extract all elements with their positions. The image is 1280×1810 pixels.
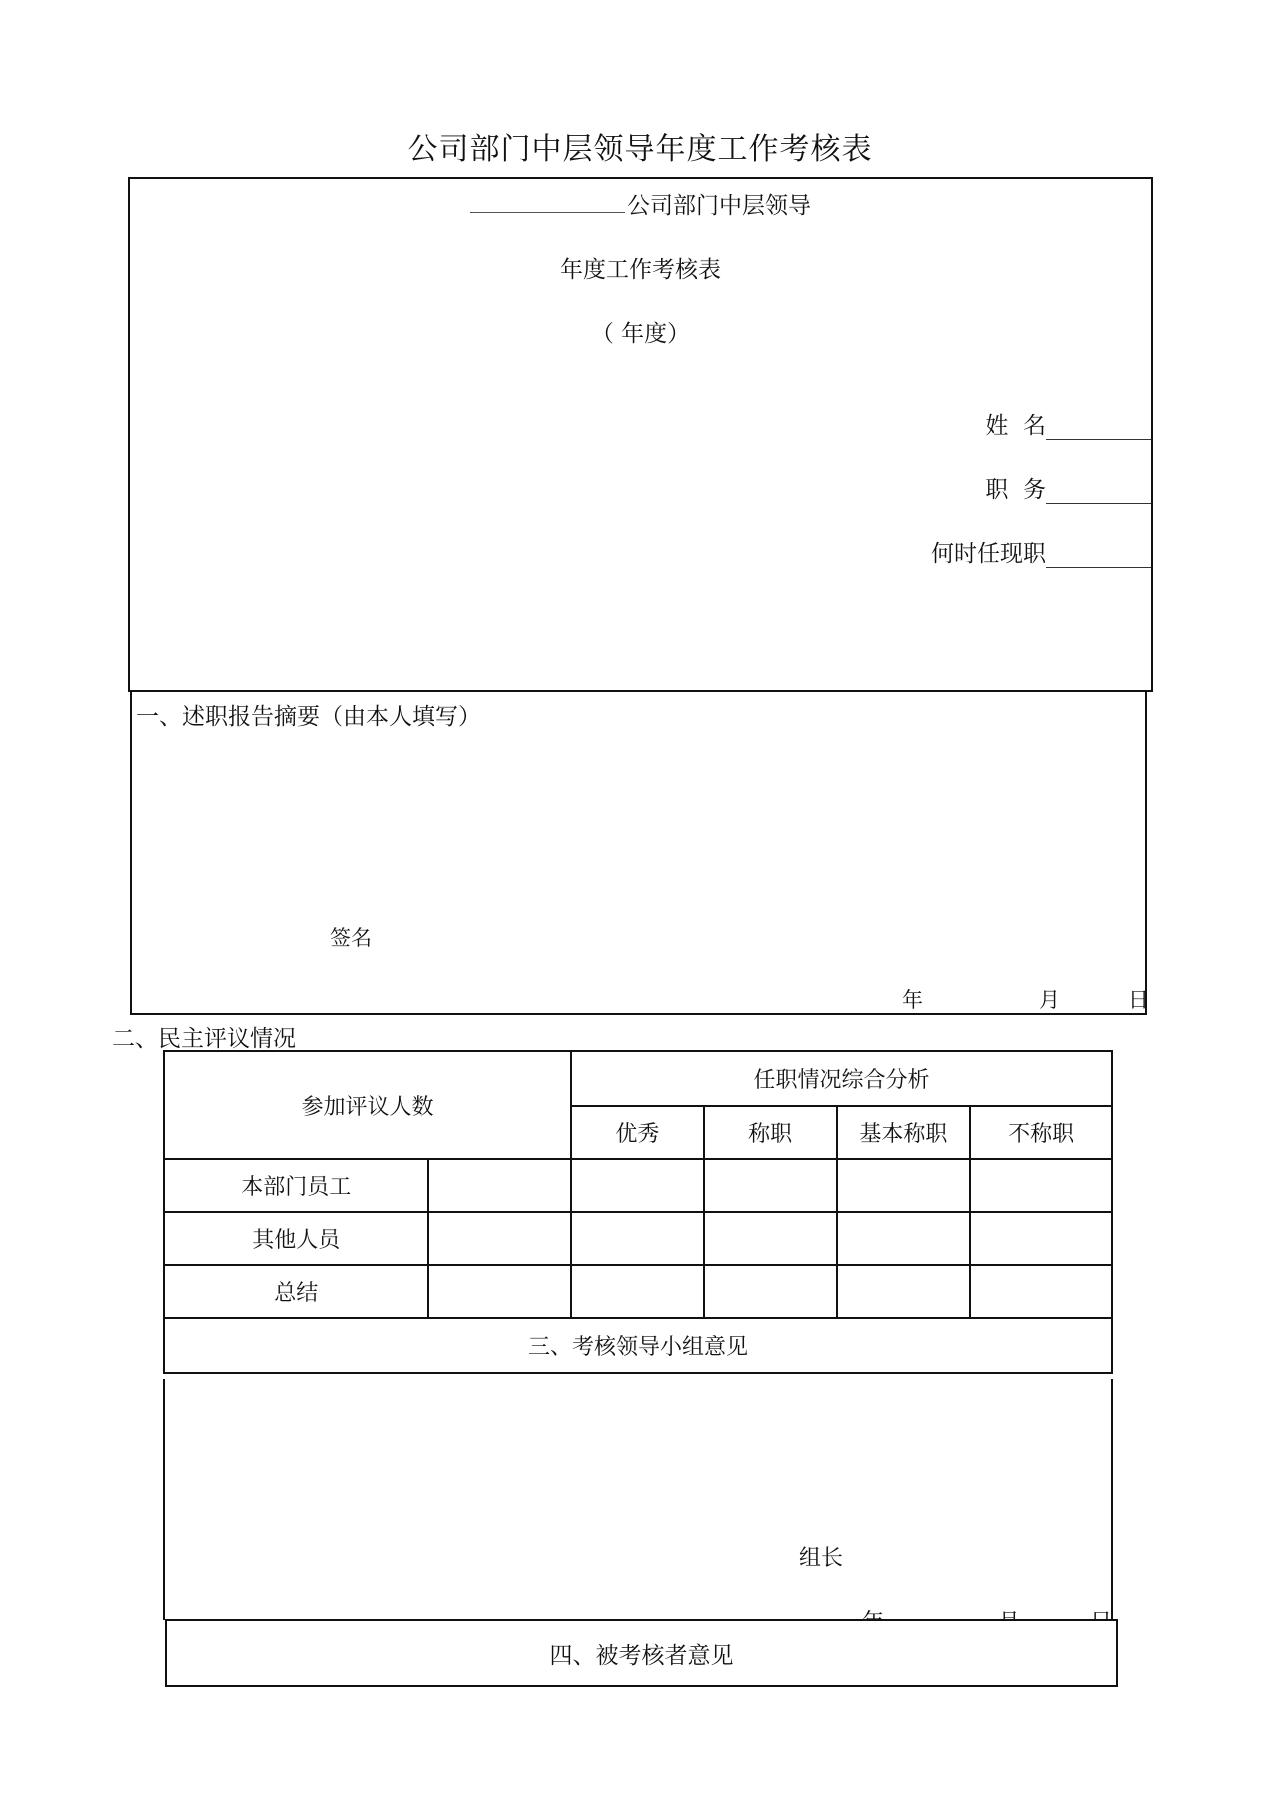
name-label: 姓 名: [985, 413, 1046, 439]
cover-subtitle: 年度工作考核表: [560, 257, 721, 283]
company-name-blank[interactable]: [470, 190, 625, 213]
leadership-opinion-body[interactable]: [163, 1379, 1113, 1620]
leadership-opinion-title: 三、考核领导小组意见: [164, 1318, 1112, 1373]
group-leader-label: 组长: [799, 1546, 844, 1571]
name-input[interactable]: [1046, 415, 1151, 440]
appraisee-opinion-section: [165, 1619, 1118, 1687]
tenure-label: 何时任现职: [931, 541, 1046, 567]
appraisee-opinion-title: 四、被考核者意见: [549, 1642, 734, 1669]
incompetent-cell[interactable]: [970, 1212, 1112, 1265]
democratic-review-title: 二、民主评议情况: [112, 1026, 296, 1052]
count-cell[interactable]: [428, 1159, 571, 1212]
date-day: 日: [1128, 988, 1149, 1012]
count-cell[interactable]: [428, 1265, 571, 1318]
cover-line1-text: 公司部门中层领导: [627, 193, 811, 219]
excellent-cell[interactable]: [571, 1265, 704, 1318]
table-row: [164, 1212, 1112, 1265]
tenure-input[interactable]: [1046, 543, 1151, 568]
incompetent-cell[interactable]: [970, 1265, 1112, 1318]
date-month: 月: [1039, 988, 1060, 1012]
position-label: 职 务: [985, 477, 1046, 503]
date-year: 年: [902, 988, 923, 1012]
rating-competent-header: 称职: [704, 1106, 837, 1159]
report-summary-title: 一、述职报告摘要（由本人填写）: [136, 704, 481, 730]
excellent-cell[interactable]: [571, 1159, 704, 1212]
report-summary-section[interactable]: [130, 690, 1147, 1015]
excellent-cell[interactable]: [571, 1212, 704, 1265]
position-input[interactable]: [1046, 479, 1151, 504]
table-row: [164, 1265, 1112, 1318]
basic-cell[interactable]: [837, 1212, 971, 1265]
basic-cell[interactable]: [837, 1265, 971, 1318]
rating-incompetent-header: 不称职: [970, 1106, 1112, 1159]
basic-cell[interactable]: [837, 1159, 971, 1212]
competent-cell[interactable]: [704, 1212, 837, 1265]
position-field: [985, 471, 1151, 504]
cover-company-line: [130, 187, 1151, 220]
competent-cell[interactable]: [704, 1265, 837, 1318]
rating-excellent-header: 优秀: [571, 1106, 704, 1159]
row-label: 总结: [164, 1265, 428, 1318]
participants-header: 参加评议人数: [164, 1051, 571, 1159]
table-row: [164, 1159, 1112, 1212]
row-label: 其他人员: [164, 1212, 428, 1265]
name-field: [985, 407, 1151, 440]
tenure-field: [931, 535, 1151, 568]
row-label: 本部门员工: [164, 1159, 428, 1212]
cover-year: （ 年度）: [590, 321, 691, 347]
incompetent-cell[interactable]: [970, 1159, 1112, 1212]
competent-cell[interactable]: [704, 1159, 837, 1212]
cover-section: [128, 177, 1153, 692]
rating-basic-header: 基本称职: [837, 1106, 971, 1159]
review-table: [163, 1050, 1113, 1374]
count-cell[interactable]: [428, 1212, 571, 1265]
document-title: 公司部门中层领导年度工作考核表: [407, 132, 873, 167]
signature-label: 签名: [330, 926, 372, 950]
analysis-header: 任职情况综合分析: [571, 1051, 1112, 1106]
